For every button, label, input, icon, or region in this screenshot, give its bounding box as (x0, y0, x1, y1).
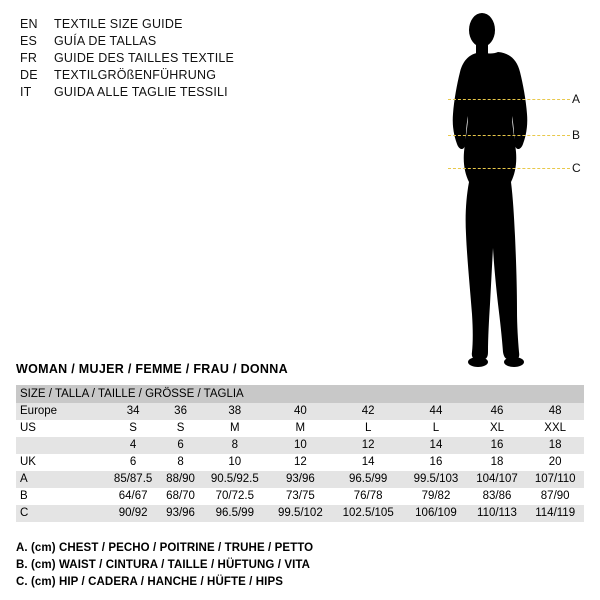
language-row (20, 16, 350, 33)
table-header-label: SIZE / TALLA / TAILLE / GRÖSSE / TAGLIA (16, 385, 584, 403)
table-cell: 14 (332, 454, 404, 471)
measure-label-c: C (572, 161, 581, 175)
table-cell: 38 (201, 403, 269, 420)
table-row (16, 420, 584, 437)
legend-row-a: A. (cm) CHEST / PECHO / POITRINE / TRUHE / PETTO (16, 542, 314, 554)
language-code: DE (20, 68, 38, 82)
table-cell: 20 (526, 454, 584, 471)
language-code: ES (20, 34, 38, 48)
table-cell: 44 (404, 403, 467, 420)
table-row (16, 505, 584, 522)
table-cell: XL (468, 420, 527, 437)
table-cell: 34 (106, 403, 160, 420)
table-cell: 42 (332, 403, 404, 420)
table-row (16, 403, 584, 420)
table-cell: M (269, 420, 332, 437)
table-cell: 40 (269, 403, 332, 420)
table-header-row (16, 385, 584, 403)
row-label: Europe (16, 403, 106, 420)
language-row (20, 84, 350, 101)
row-label: C (16, 505, 106, 522)
table-cell: 90/92 (106, 505, 160, 522)
table-cell: 48 (526, 403, 584, 420)
table-cell: 76/78 (332, 488, 404, 505)
table-cell: 106/109 (404, 505, 467, 522)
language-list (20, 16, 350, 101)
measure-line-c (448, 168, 570, 169)
section-title: WOMAN / MUJER / FEMME / FRAU / DONNA (16, 362, 288, 376)
table-cell: 73/75 (269, 488, 332, 505)
row-label: B (16, 488, 106, 505)
language-title: GUIDA ALLE TAGLIE TESSILI (54, 85, 228, 99)
table-cell: 79/82 (404, 488, 467, 505)
legend-row-b: B. (cm) WAIST / CINTURA / TAILLE / HÜFTUNG / VITA (16, 559, 311, 571)
row-label: US (16, 420, 106, 437)
language-title: GUÍA DE TALLAS (54, 34, 157, 48)
table-row (16, 454, 584, 471)
table-cell: 36 (160, 403, 201, 420)
table-cell: 10 (269, 437, 332, 454)
size-table-wrapper (16, 385, 584, 522)
measure-label-a: A (572, 92, 581, 106)
table-cell: 104/107 (468, 471, 527, 488)
language-code: EN (20, 17, 38, 31)
row-label: UK (16, 454, 106, 471)
table-cell: L (404, 420, 467, 437)
table-cell: 107/110 (526, 471, 584, 488)
table-cell: 93/96 (269, 471, 332, 488)
table-cell: 90.5/92.5 (201, 471, 269, 488)
language-row (20, 33, 350, 50)
table-cell: 102.5/105 (332, 505, 404, 522)
language-row (20, 50, 350, 67)
table-cell: M (201, 420, 269, 437)
language-title: GUIDE DES TAILLES TEXTILE (54, 51, 235, 65)
table-row (16, 488, 584, 505)
table-cell: 110/113 (468, 505, 527, 522)
row-label (16, 437, 106, 454)
table-cell: 46 (468, 403, 527, 420)
table-cell: 64/67 (106, 488, 160, 505)
table-cell: 87/90 (526, 488, 584, 505)
table-cell: 96.5/99 (332, 471, 404, 488)
table-cell: 12 (269, 454, 332, 471)
table-cell: 88/90 (160, 471, 201, 488)
table-row (16, 471, 584, 488)
table-row (16, 437, 584, 454)
table-cell: 99.5/103 (404, 471, 467, 488)
table-cell: S (106, 420, 160, 437)
table-cell: 18 (468, 454, 527, 471)
table-cell: 4 (106, 437, 160, 454)
measure-line-b (448, 135, 570, 136)
language-row (20, 67, 350, 84)
table-cell: 16 (404, 454, 467, 471)
table-cell: 8 (201, 437, 269, 454)
language-title: TEXTILE SIZE GUIDE (54, 17, 183, 31)
table-cell: 70/72.5 (201, 488, 269, 505)
row-label: A (16, 471, 106, 488)
body-figure (420, 8, 590, 368)
language-code: IT (20, 85, 32, 99)
table-cell: 18 (526, 437, 584, 454)
table-cell: S (160, 420, 201, 437)
language-title: TEXTILGRÖßENFÜHRUNG (54, 68, 217, 82)
table-cell: 85/87.5 (106, 471, 160, 488)
size-table (16, 385, 584, 522)
language-code: FR (20, 51, 38, 65)
table-cell: 8 (160, 454, 201, 471)
table-cell: 14 (404, 437, 467, 454)
table-cell: 68/70 (160, 488, 201, 505)
table-cell: 10 (201, 454, 269, 471)
table-cell: 114/119 (526, 505, 584, 522)
measure-line-a (448, 99, 570, 100)
table-cell: 99.5/102 (269, 505, 332, 522)
table-cell: 12 (332, 437, 404, 454)
table-cell: XXL (526, 420, 584, 437)
table-cell: 93/96 (160, 505, 201, 522)
table-cell: 83/86 (468, 488, 527, 505)
measure-label-b: B (572, 128, 581, 142)
table-cell: 96.5/99 (201, 505, 269, 522)
female-silhouette-icon (420, 8, 590, 368)
table-cell: 6 (160, 437, 201, 454)
table-cell: 16 (468, 437, 527, 454)
measurement-legend (16, 540, 576, 591)
table-cell: 6 (106, 454, 160, 471)
legend-row-c: C. (cm) HIP / CADERA / HANCHE / HÜFTE / HIPS (16, 576, 284, 588)
table-cell: L (332, 420, 404, 437)
